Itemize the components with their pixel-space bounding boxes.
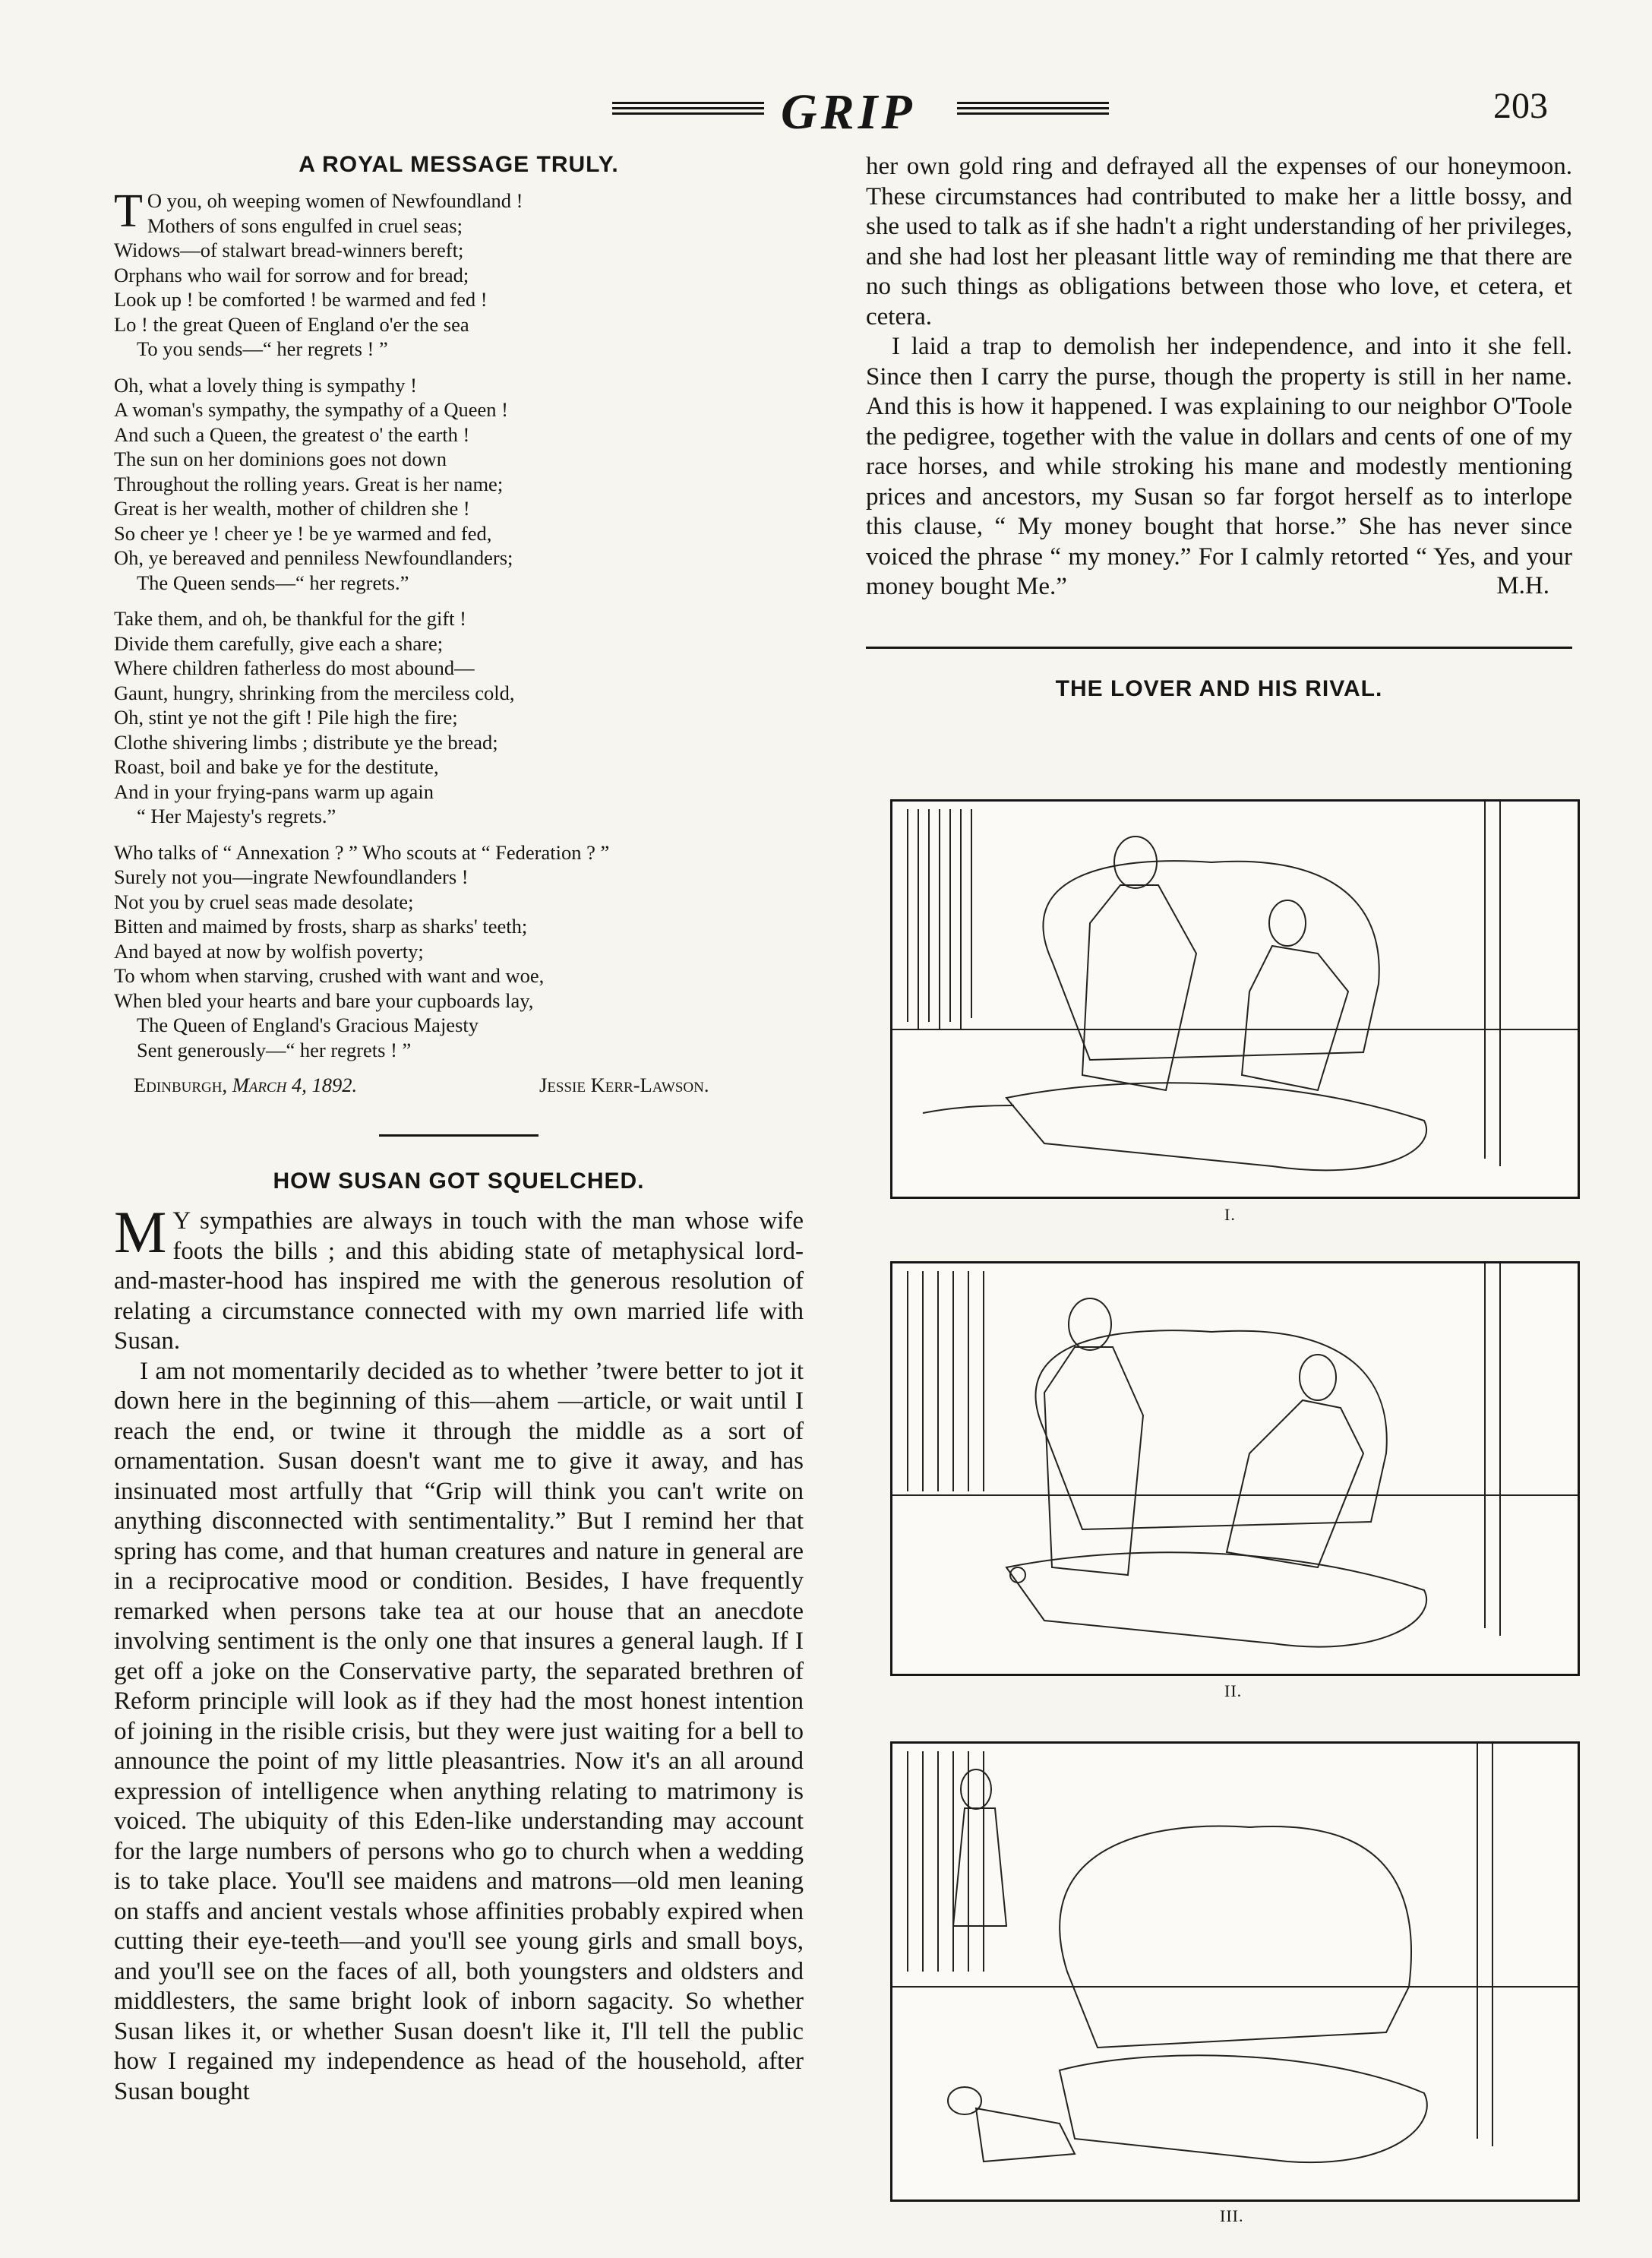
poem-line: Where children fatherless do most abound— xyxy=(114,656,475,679)
masthead-rule-left xyxy=(612,102,764,119)
poem-line: When bled your hearts and bare your cupboards lay, xyxy=(114,988,534,1012)
poem-line: Sent generously—“ her regrets ! ” xyxy=(137,1038,412,1061)
poem-line: Mothers of sons engulfed in cruel seas; xyxy=(147,213,463,237)
cartoon-panel-2 xyxy=(890,1261,1580,1676)
masthead xyxy=(0,79,1652,140)
story-body-right xyxy=(866,152,1572,602)
cartoon-panel-label: III. xyxy=(1220,2206,1244,2225)
poem-stanza xyxy=(114,185,804,362)
masthead-title: GRIP xyxy=(781,84,916,140)
cartoon-panel-label: II. xyxy=(1224,1681,1243,1700)
poem-line: Widows—of stalwart bread-winners bereft; xyxy=(114,239,464,261)
poem-line: To whom when starving, crushed with want and woe, xyxy=(114,964,545,987)
poem-stanza xyxy=(114,606,804,829)
left-column xyxy=(114,152,804,2107)
poem-line: The sun on her dominions goes not down xyxy=(114,447,447,470)
cartoon-panel-1 xyxy=(890,799,1580,1199)
masthead-rule-right xyxy=(957,102,1109,119)
poem-line: So cheer ye ! cheer ye ! be ye warmed and fed, xyxy=(114,521,492,545)
poem-line: The Queen sends—“ her regrets.” xyxy=(137,571,409,594)
poem-line: A woman's sympathy, the sympathy of a Queen ! xyxy=(114,398,508,421)
story-paragraph: I am not momentarily decided as to whether ’twere better to jot it down here in the beginning of this—ahem —article, or wait until I reach the end, or twine it through the middle as a sort of ornamentation. Susan doesn't want me to give it away, and has insinuated most artfully that “Grip will think you can't write on anything disconnected with sentimentality.” But I remind her that spring has come, and that human creatures and nature in general are in a reciprocative mood or condition. Besides, I have frequently remarked when persons take tea at our house that an anecdote involving sentiment is the only one that insures a general laugh. If I get off a joke on the Conservative party, the separated brethren of Reform principle will look as if they had the most honest intention of joining in the risible crisis, but they were just waiting for a bell to announce the point of my little pleasantries. Now it's an all around expression of intelligence when anything relating to matrimony is voiced. The ubiquity of this Eden-like understanding may account for the large numbers of persons who go to church when a wedding is to take place. You'll see maidens and matrons—old men leaning on staffs and ancient vestals whose affinities probably expired when cutting their eye-teeth—and you'll see young girls and small boys, and you'll see on the faces of all, both youngsters and oldsters and middlesters, the same bright look of inborn sagacity. So whether Susan likes it, or whether Susan doesn't like it, I'll tell the public how I regained my independence as head of the household, after Susan bought xyxy=(114,1357,804,2105)
poem-line: Oh, stint ye not the gift ! Pile high the fire; xyxy=(114,706,458,729)
story-paragraph: her own gold ring and defrayed all the expenses of our honeymoon. These circumstances had contributed to make her a little bossy, and she used to talk as if she hadn't a right understanding of her privileges, and she had lost her pleasant little way of reminding me that there are no such things as obligations between those who love, et cetera, et cetera. xyxy=(866,153,1572,330)
poem-author: Jessie Kerr-Lawson. xyxy=(539,1074,709,1096)
section-divider xyxy=(866,647,1572,649)
poem-line: Clothe shivering limbs ; distribute ye the bread; xyxy=(114,730,498,754)
poem-line: Look up ! be comforted ! be warmed and fed ! xyxy=(114,288,488,311)
page-number: 203 xyxy=(1493,86,1548,126)
poem-line: To you sends—“ her regrets ! ” xyxy=(137,337,388,360)
section-divider xyxy=(379,1134,539,1137)
poem-line: And in your frying-pans warm up again xyxy=(114,780,434,803)
poem-date: March 4, 1892. xyxy=(232,1074,358,1096)
story-paragraph: I laid a trap to demolish her independence, and into it she fell. Since then I carry the purse, though the property is still in her name. And this is how it happened. I was explaining to our neighbor O'Toole the pedigree, together with the value in dollars and cents of one of my race horses, and while stroking his mane and modestly mentioning prices and ancestors, my Susan so far forgot herself as to interlope this clause, “ My money bought that horse.” She has never since voiced the phrase “ my money.” For I calmly retorted “ Yes, and your money bought Me.” xyxy=(866,333,1572,600)
poem-line: And bayed at now by wolfish poverty; xyxy=(114,939,424,963)
story-title: HOW SUSAN GOT SQUELCHED. xyxy=(273,1169,645,1194)
poem-stanza xyxy=(114,373,804,596)
poem-line: Great is her wealth, mother of children she ! xyxy=(114,497,470,520)
story-paragraph xyxy=(114,1199,804,1357)
poem-line: Oh, ye bereaved and penniless Newfoundlanders; xyxy=(114,546,513,569)
poem-line: Throughout the rolling years. Great is her name; xyxy=(114,472,504,495)
poem-place xyxy=(134,1074,357,1097)
cartoon-illustration-3 xyxy=(892,1744,1578,2199)
poem-line: “ Her Majesty's regrets.” xyxy=(137,805,336,827)
poem-line: The Queen of England's Gracious Majesty xyxy=(137,1014,479,1036)
drop-cap: T xyxy=(114,185,143,237)
cartoon-panel-3 xyxy=(890,1741,1580,2202)
poem-line: O you, oh weeping women of Newfoundland ! xyxy=(147,189,523,212)
poem-line: Bitten and maimed by frosts, sharp as sharks' teeth; xyxy=(114,915,528,938)
poem-stanza xyxy=(114,840,804,1063)
poem-line: Who talks of “ Annexation ? ” Who scouts at “ Federation ? ” xyxy=(114,840,610,864)
poem-line: Orphans who wail for sorrow and for bread; xyxy=(114,263,469,286)
poem-line: Lo ! the great Queen of England o'er the sea xyxy=(114,312,469,336)
story-paragraph-text: Y sympathies are always in touch with the man whose wife foots the bills ; and this abiding state of metaphysical lord-and-master-hood has inspired me with the generous resolution of relating a circumstance connected with my own married life with Susan. xyxy=(114,1207,804,1355)
poem-line: Oh, what a lovely thing is sympathy ! xyxy=(114,373,417,397)
poem-title: A ROYAL MESSAGE TRULY. xyxy=(298,152,619,177)
poem-line: Gaunt, hungry, shrinking from the merciless cold, xyxy=(114,681,515,704)
story-body-left xyxy=(114,1199,804,2107)
poem-line: Divide them carefully, give each a share; xyxy=(114,631,444,655)
cartoon-title: THE LOVER AND HIS RIVAL. xyxy=(1055,675,1383,701)
cartoon-illustration-1 xyxy=(892,802,1578,1197)
poem-line: Surely not you—ingrate Newfoundlanders ! xyxy=(114,865,469,888)
cartoon-panel-label: I. xyxy=(1224,1205,1236,1224)
poem-line: Roast, boil and bake ye for the destitute, xyxy=(114,755,439,778)
story-signature-row xyxy=(866,571,1572,633)
right-column xyxy=(866,152,1572,702)
poem-line: And such a Queen, the greatest o' the earth ! xyxy=(114,422,470,446)
drop-cap: M xyxy=(114,1199,167,1265)
poem-body xyxy=(114,185,804,1062)
poem-signature xyxy=(114,1074,804,1099)
poem-line: Take them, and oh, be thankful for the gift ! xyxy=(114,607,466,630)
cartoon-illustration-2 xyxy=(892,1263,1578,1674)
poem-line: Not you by cruel seas made desolate; xyxy=(114,890,414,913)
story-signature: M.H. xyxy=(1496,571,1549,599)
poem-place-text: Edinburgh, xyxy=(134,1074,228,1096)
